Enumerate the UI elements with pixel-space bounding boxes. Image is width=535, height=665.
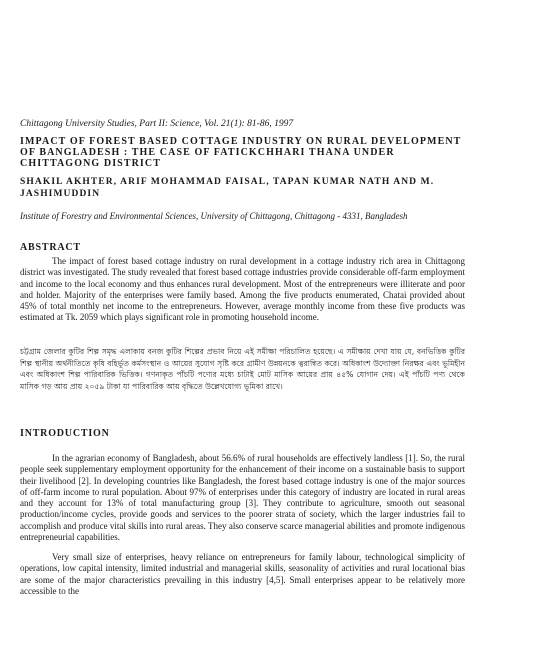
affiliation: Institute of Forestry and Environmental Sciences, University of Chittagong, Chittagong - 4331, Bangladesh [20, 211, 408, 221]
abstract-heading: ABSTRACT [20, 242, 81, 253]
introduction-heading: INTRODUCTION [20, 428, 110, 439]
abstract-paragraph: The impact of forest based cottage industry on rural development in a cottage industry rich area in Chittagong district was investigated. The study revealed that forest based cottage industries provide considerable off-farm employment and income to the local economy and thus enhances rural development. Most of the entrepreneurs were illiterate and poor and holder. Majority of the enterprises were family based. Among the five products enumerated, Chatai provided about 45% of total monthly net income to the entrepreneurs. However, average monthly income from these five products was estimated at Tk. 2059 which plays significant role in promoting household income. [20, 256, 465, 323]
journal-citation: Chittagong University Studies, Part II: Science, Vol. 21(1): 81-86, 1997 [20, 119, 294, 129]
introduction-paragraph-2: Very small size of enterprises, heavy reliance on entrepreneurs for family labour, technological simplicity of operations, low capital intensity, limited industrial and managerial skills, seasonality of activities and rural locational bias are some of the major characteristics prevailing in this industry [4,5]. Small enterprises appear to be relatively more accessible to the [20, 552, 465, 596]
paper-title: IMPACT OF FOREST BASED COTTAGE INDUSTRY ON RURAL DEVELOPMENT OF BANGLADESH : THE CASE OF FATICKCHHARI THANA UNDER CHITTAGONG DISTRICT [20, 136, 462, 169]
bengali-abstract-paragraph: চট্টগ্রাম জেলার কুটির শিল্প সমৃদ্ধ এলাকায় বনজ কুটির শিল্পের প্রভাব নিয়ে এই সমীক্ষা পরিচালিত হয়েছে। এ সমীক্ষায় দেখা যায় যে, বনভিত্তিক কুটির শিল্প স্থানীয় অর্থনীতিতে কৃষি বহির্ভূত কর্মসংস্থান ও আয়ের সুযোগ সৃষ্টি করে গ্রামীণ উন্নয়নকে ত্বরান্বিত করে। অধিকাংশ উদ্যোক্তা নিরক্ষর এবং ভূমিহীন এবং অধিকাংশ শিল্প পারিবারিক ভিত্তিক। গণনাকৃত পাঁচটি পণ্যের মধ্যে চাটাই মোট মাসিক আয়ের প্রায় ৪৫% যোগান দেয়। এই পাঁচটি পণ্য থেকে মাসিক গড় আয় প্রায় ২০৫৯ টাকা যা পারিবারিক আয় বৃদ্ধিতে উল্লেখযোগ্য ভূমিকা রাখে। [20, 347, 465, 391]
introduction-paragraph-1: In the agrarian economy of Bangladesh, about 56.6% of rural households are effectively landless [1]. So, the rural people seek supplementary employment opportunity for the enhancement of their income on a sustainable basis to support their livelihood [2]. In developing countries like Bangladesh, the forest based cottage industry is one of the major sources of off-farm income to rural population. About 97% of enterprises under this category of industry are located in rural areas and they account for 13% of total manufacturing group [3]. They contribute to agriculture, smooth out seasonal production/income cycles, provide goods and services to the poorer strata of society, which the larger industries fail to accomplish and produce vital skills into rural areas. They also conserve scarce managerial abilities and promote indigenous entrepreneurial capabilities. [20, 453, 465, 543]
author-list: SHAKIL AKHTER, ARIF MOHAMMAD FAISAL, TAPAN KUMAR NATH AND M. JASHIMUDDIN [20, 177, 435, 199]
